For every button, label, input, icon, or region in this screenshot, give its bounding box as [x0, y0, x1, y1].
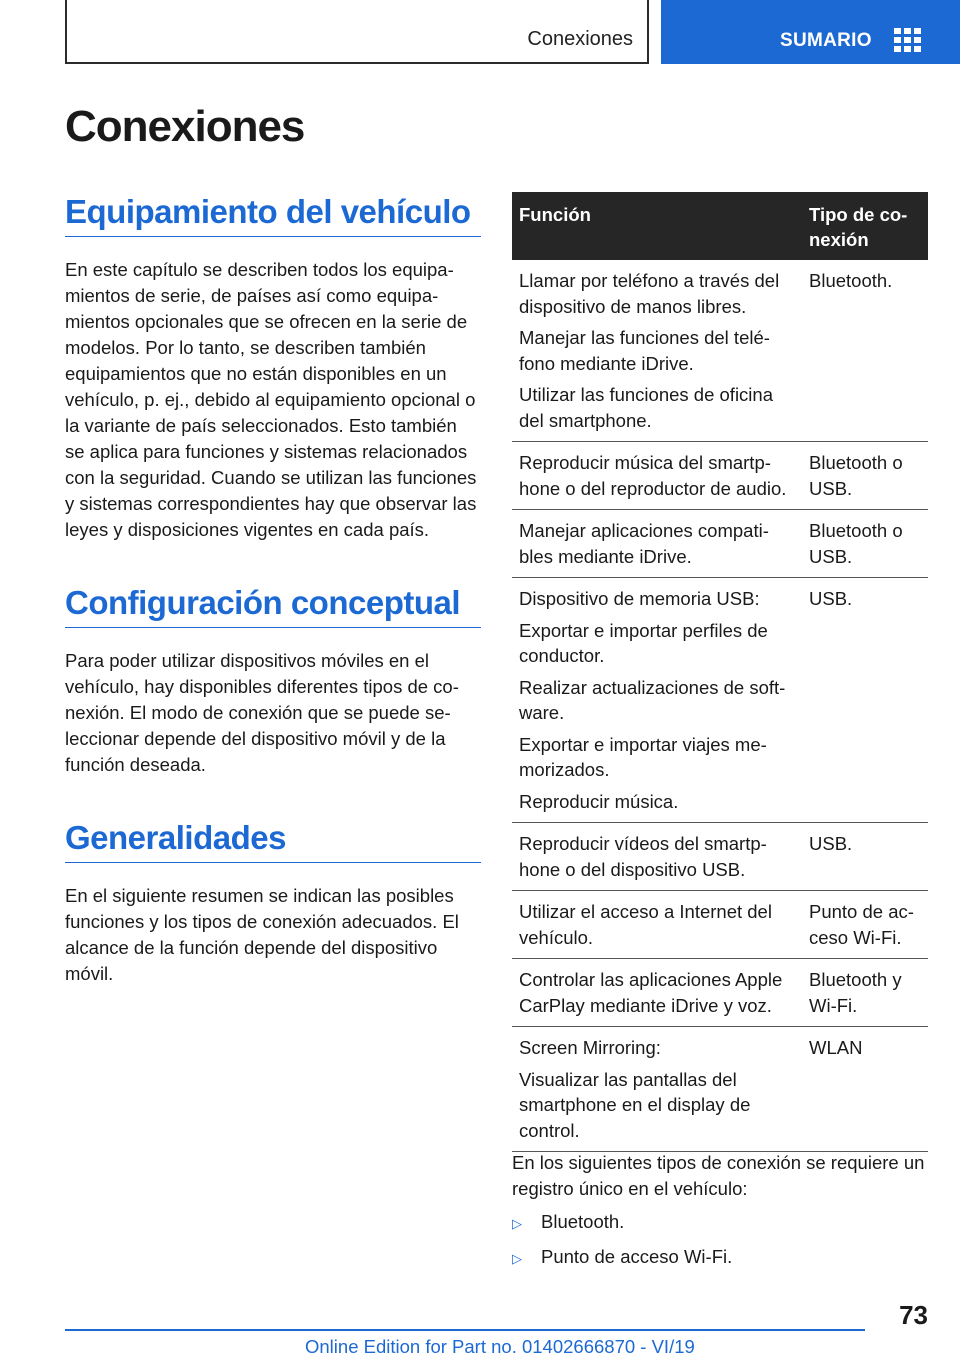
type-cell: Bluetooth o USB. [802, 442, 928, 510]
registration-list [512, 1209, 928, 1271]
function-line: Realizar actualizaciones de software. [519, 676, 786, 723]
footer-edition[interactable] [305, 1336, 695, 1358]
function-line: Manejar las funciones del teléfono mediante iDrive. [519, 327, 770, 374]
header-section-box [65, 0, 649, 64]
page-title: Conexiones [65, 102, 305, 151]
section-paragraph: Para poder utilizar dispositivos móviles en el vehículo, hay disponibles diferentes tipos de conexión. El modo de conexión que se puede seleccionar depende del dispositivo móvil y de la función deseada. [65, 650, 459, 775]
function-cell [512, 442, 802, 510]
function-cell [512, 578, 802, 823]
triangle-bullet-icon: ▷ [512, 1216, 522, 1231]
function-line: Manejar aplicaciones compatibles mediante iDrive. [519, 520, 769, 567]
type-cell: WLAN [802, 1027, 928, 1152]
page-number: 73 [899, 1300, 928, 1330]
sumario-button[interactable] [661, 0, 960, 64]
left-column [65, 192, 481, 1027]
section-heading: Generalidades [65, 818, 481, 863]
function-cell [512, 510, 802, 578]
function-line: Exportar e importar viajes memorizados. [519, 733, 767, 780]
table-header-row [512, 192, 928, 260]
function-line: Utilizar el acceso a Internet del vehículo. [519, 901, 772, 948]
function-line: Exportar e importar perfiles de conductor. [519, 619, 768, 666]
section-paragraph: En este capítulo se describen todos los equipamientos de serie, de países así como equipamientos opcionales que se ofrecen en la serie de modelos. Por lo tanto, se describen también equipamientos que no están disponibles en un vehículo, p. ej., debido al equipamiento opcional o la variante de país seleccionados. Esto también se aplica para funciones y sistemas relacionados con la seguridad. Cuando se utilizan las funciones y sistemas correspondientes hay que observar las leyes y disposiciones vigentes en cada país. [65, 259, 477, 540]
list-item-text: Punto de acceso Wi-Fi. [541, 1245, 733, 1267]
table-row [512, 1027, 928, 1152]
type-cell: USB. [802, 823, 928, 891]
triangle-bullet-icon: ▷ [512, 1250, 522, 1266]
registration-text: En los siguientes tipos de conexión se requiere un registro único en el vehículo: [512, 1152, 925, 1199]
function-cell [512, 891, 802, 959]
type-cell: Bluetooth o USB. [802, 510, 928, 578]
section-equipamiento [65, 192, 481, 543]
grid-icon [894, 28, 921, 52]
function-cell [512, 260, 802, 442]
table-row [512, 442, 928, 510]
footer-edition-text: Online Edition for Part no. 01402666870 - VI/19 [305, 1336, 695, 1357]
table-row [512, 510, 928, 578]
type-cell: Bluetooth. [802, 260, 928, 442]
function-line: Controlar las aplicaciones Apple CarPlay mediante iDrive y voz. [519, 969, 783, 1016]
section-paragraph: En el siguiente resumen se indican las posibles funciones y los tipos de conexión adecuados. El alcance de la función depende del dispositivo móvil. [65, 885, 459, 984]
sumario-label: SUMARIO [780, 30, 872, 51]
section-generalidades [65, 818, 481, 987]
function-line: Visualizar las pantallas del smartphone en el display de control. [519, 1068, 751, 1141]
footer-divider [65, 1329, 865, 1331]
table-header-function: Función [512, 192, 802, 260]
table-row [512, 891, 928, 959]
registration-note [512, 1150, 928, 1278]
table-row [512, 578, 928, 823]
function-line: Reproducir música. [519, 790, 679, 812]
table-row [512, 260, 928, 442]
list-item-text: Bluetooth. [541, 1211, 625, 1232]
function-cell [512, 823, 802, 891]
function-line: Reproducir vídeos del smartphone o del dispositivo USB. [519, 833, 767, 880]
table-header-type: Tipo de conexión [802, 192, 928, 260]
header-section-title: Conexiones [527, 28, 633, 50]
section-heading: Configuración conceptual [65, 583, 481, 628]
section-configuracion [65, 583, 481, 778]
list-item [512, 1209, 928, 1237]
function-line: Dispositivo de memoria USB: [519, 588, 760, 609]
table-row [512, 959, 928, 1027]
type-cell: USB. [802, 578, 928, 823]
section-heading: Equipamiento del vehículo [65, 192, 481, 237]
function-line: Screen Mirroring: [519, 1037, 661, 1058]
function-line: Utilizar las funciones de oficina del smartphone. [519, 384, 773, 431]
function-line: Llamar por teléfono a través del dispositivo de manos libres. [519, 270, 780, 317]
type-cell: Punto de acceso Wi-Fi. [802, 891, 928, 959]
list-item [512, 1244, 928, 1272]
type-cell: Bluetooth y Wi-Fi. [802, 959, 928, 1027]
connection-table [512, 192, 928, 1152]
function-line: Reproducir música del smartphone o del reproductor de audio. [519, 452, 787, 499]
function-cell [512, 1027, 802, 1152]
function-cell [512, 959, 802, 1027]
table-row [512, 823, 928, 891]
